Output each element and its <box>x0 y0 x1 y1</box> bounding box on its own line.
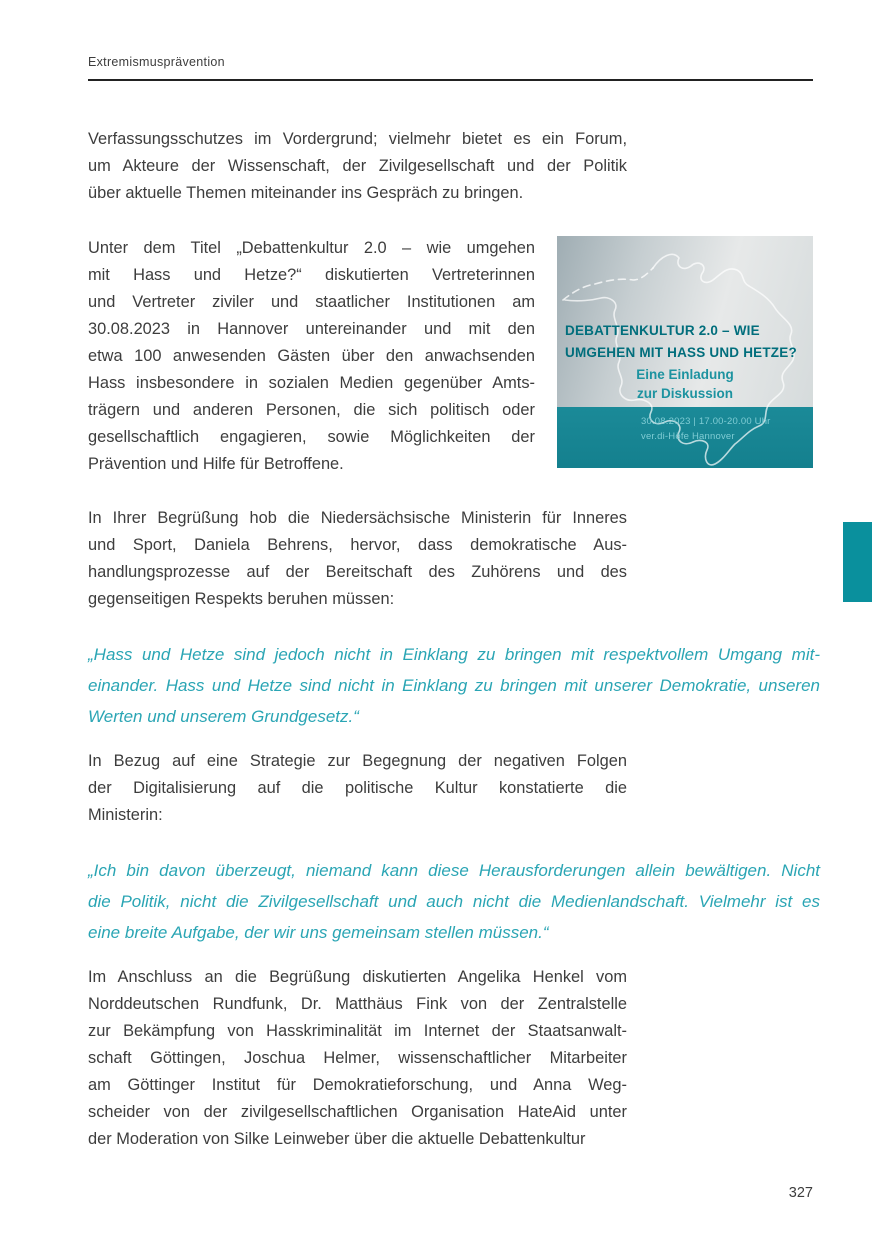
running-header: Extremismusprävention <box>88 55 225 69</box>
chapter-side-tab <box>843 522 872 602</box>
quote-minister-2: „Ich bin davon überzeugt, niemand kann diese Herausforderungen allein bewältigen. Nicht die Politik, nicht die Zivilgesellschaft und auch nicht die Medienlandschaft. Vielmehr ist es eine breite Aufgabe, der wir uns gemeinsam stellen müssen.“ <box>88 861 820 942</box>
flyer-title-line-2: UMGEHEN MIT HASS UND HETZE? <box>565 345 797 360</box>
paragraph-minister-greeting: In Ihrer Begrüßung hob die Niedersächsische Ministerin für Inneres und Sport, Daniela Behrens, hervor, dass demokratische Aus- handlungsprozesse auf der Bereitschaft des Zuhörens und des gegenseitigen Respekts beruhen müssen: <box>88 509 627 608</box>
flyer-subtitle-line-2: zur Diskussion <box>636 386 734 401</box>
flyer-title-line-1: DEBATTENKULTUR 2.0 – WIE <box>565 323 760 338</box>
page-number: 327 <box>788 1185 813 1201</box>
paragraph-event-description: Unter dem Titel „Debattenkultur 2.0 – wie umgehen mit Hass und Hetze?“ diskutierten Vertreterinnen und Vertreter ziviler und staatlicher Institutionen am 30.08.2023 in Hannover untereinander und mit den etwa 100 anwesenden Gästen über den anwachsenden Hass insbesondere in sozialen Medien gegenüber Amts- trägern und anderen Personen, die sich politisch oder gesellschaftlich engagieren, sowie Möglichkeiten der Prävention und Hilfe für Betroffene. <box>88 239 535 473</box>
flyer-subtitle-line-1: Eine Einladung <box>636 367 734 382</box>
paragraph-strategy: In Bezug auf eine Strategie zur Begegnung der negativen Folgen der Digitalisierung auf die politische Kultur konstatierte die Ministerin: <box>88 752 627 824</box>
flyer-date: 30.08.2023 | 17.00-20.00 Uhr <box>641 416 771 427</box>
flyer-venue: ver.di-Höfe Hannover <box>641 430 735 442</box>
event-flyer-image <box>557 236 813 468</box>
paragraph-forum: Verfassungsschutzes im Vordergrund; vielmehr bietet es ein Forum, um Akteure der Wissenschaft, der Zivilgesellschaft und der Politik über aktuelle Themen miteinander ins Gespräch zu bringen. <box>88 130 627 202</box>
flyer-details <box>641 415 811 444</box>
quote-minister-1: „Hass und Hetze sind jedoch nicht in Einklang zu bringen mit respektvollem Umgang mit- einander. Hass und Hetze sind nicht in Einklang zu bringen mit unserer Demokratie, unseren Werten und unserem Grundgesetz.“ <box>88 645 820 726</box>
flyer-subtitle <box>557 365 813 403</box>
header-rule <box>88 79 813 81</box>
flyer-title <box>565 320 811 364</box>
paragraph-panel-discussion: Im Anschluss an die Begrüßung diskutierten Angelika Henkel vom Norddeutschen Rundfunk, Dr. Matthäus Fink von der Zentralstelle zur Bekämpfung von Hasskriminalität im Internet der Staatsanwalt- schaft Göttingen, Joschua Helmer, wissenschaftlicher Mitarbeiter am Göttinger Institut für Demokratieforschung, und Anna Weg- scheider von der zivilgesellschaftlichen Organisation HateAid unter der Moderation von Silke Leinweber über die aktuelle Debattenkultur <box>88 968 627 1148</box>
